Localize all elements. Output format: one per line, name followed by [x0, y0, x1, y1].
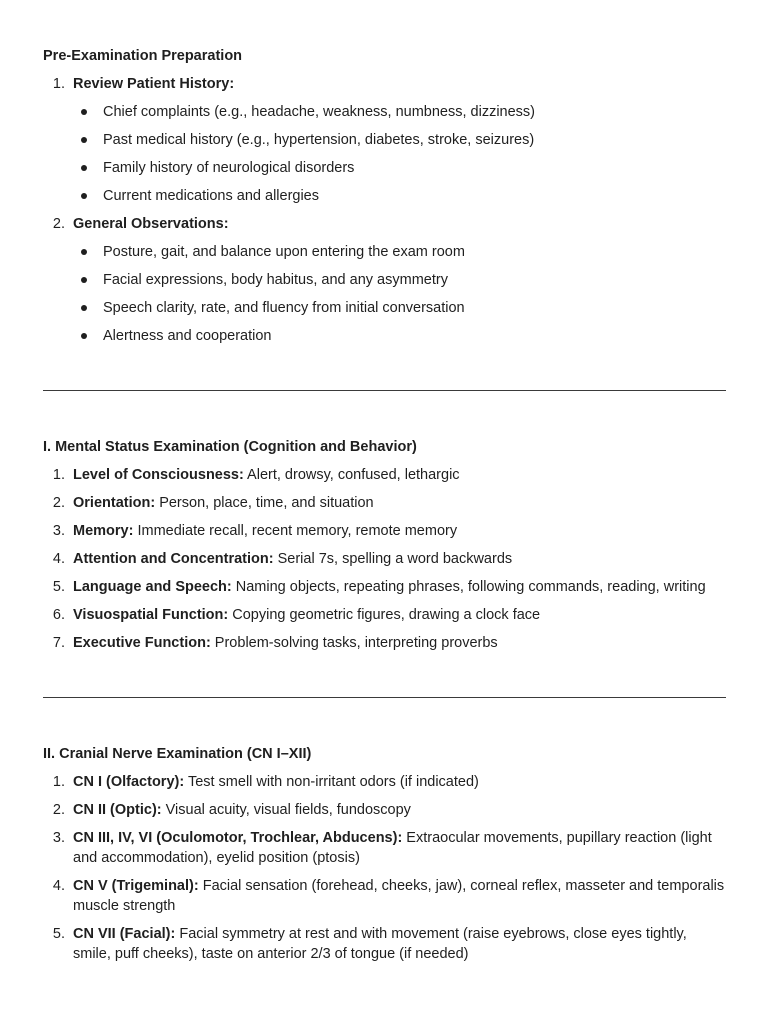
bullet-item: [43, 182, 726, 210]
bullet-item: [43, 98, 726, 126]
item-text: Problem-solving tasks, interpreting proverbs: [210, 635, 498, 651]
item-number: 1.: [52, 774, 65, 790]
list-item: [43, 768, 726, 796]
list-item: [43, 629, 726, 657]
item-label: Attention and Concentration:: [73, 551, 274, 567]
item-number: 7.: [52, 635, 65, 651]
bullet-text: Facial expressions, body habitus, and any asymmetry: [103, 272, 448, 288]
section-title: I. Mental Status Examination (Cognition and Behavior): [43, 439, 417, 455]
item-number: 5.: [52, 579, 65, 595]
item-number: 3.: [52, 523, 65, 539]
item-label: Orientation:: [73, 495, 156, 511]
bullet-item: [43, 294, 726, 322]
numbered-list: [43, 70, 726, 350]
list-item: [43, 920, 726, 968]
bullet-list: [43, 238, 726, 350]
list-item: [43, 70, 726, 98]
list-item: [43, 545, 726, 573]
item-number: 2.: [52, 495, 65, 511]
list-item: [43, 517, 726, 545]
bullet-item: [43, 126, 726, 154]
bullet-icon: [43, 102, 103, 122]
bullet-text: Chief complaints (e.g., headache, weakness, numbness, dizziness): [103, 104, 535, 120]
item-number: 4.: [52, 551, 65, 567]
item-text: Extraocular movements, pupillary reaction (light and accommodation), eyelid position (ptosis): [73, 830, 712, 866]
bullet-icon: [43, 130, 103, 150]
item-text: Naming objects, repeating phrases, following commands, reading, writing: [231, 579, 706, 595]
item-label: CN II (Optic):: [73, 802, 162, 818]
item-label: General Observations:: [73, 216, 229, 232]
item-number: 1.: [52, 76, 65, 92]
bullet-text: Speech clarity, rate, and fluency from initial conversation: [103, 300, 465, 316]
item-number: 5.: [52, 926, 65, 942]
item-text: Serial 7s, spelling a word backwards: [273, 551, 513, 567]
bullet-icon: [43, 242, 103, 262]
bullet-item: [43, 322, 726, 350]
bullet-text: Current medications and allergies: [103, 188, 319, 204]
section-cranial-nerve: [43, 740, 726, 968]
bullet-icon: [43, 270, 103, 290]
item-number: 6.: [52, 607, 65, 623]
numbered-list: [43, 768, 726, 968]
bullet-icon: [43, 326, 103, 346]
item-label: Memory:: [73, 523, 134, 539]
item-label: Executive Function:: [73, 635, 211, 651]
item-number: 2.: [52, 802, 65, 818]
list-item: [43, 573, 726, 601]
list-item: [43, 824, 726, 872]
bullet-item: [43, 154, 726, 182]
item-label: Level of Consciousness:: [73, 467, 244, 483]
item-text: Immediate recall, recent memory, remote memory: [133, 523, 458, 539]
item-label: CN VII (Facial):: [73, 926, 176, 942]
item-text: Copying geometric figures, drawing a clock face: [228, 607, 541, 623]
bullet-item: [43, 238, 726, 266]
list-item: [43, 461, 726, 489]
list-item: [43, 872, 726, 920]
bullet-text: Family history of neurological disorders: [103, 160, 355, 176]
item-label: Review Patient History:: [73, 76, 235, 92]
section-title: II. Cranial Nerve Examination (CN I–XII): [43, 746, 312, 762]
item-number: 3.: [52, 830, 65, 846]
section-mental-status: [43, 433, 726, 657]
item-label: Language and Speech:: [73, 579, 232, 595]
item-text: Visual acuity, visual fields, fundoscopy: [161, 802, 411, 818]
bullet-icon: [43, 158, 103, 178]
list-item: [43, 210, 726, 238]
item-number: 2.: [52, 216, 65, 232]
item-text: Person, place, time, and situation: [155, 495, 374, 511]
list-item: [43, 601, 726, 629]
item-text: Facial symmetry at rest and with movement (raise eyebrows, close eyes tightly, smile, puff cheeks), taste on anterior 2/3 of tongue (if needed): [73, 926, 687, 962]
item-text: Facial sensation (forehead, cheeks, jaw), corneal reflex, masseter and temporalis muscle strength: [73, 878, 725, 914]
numbered-list: [43, 461, 726, 657]
item-number: 4.: [52, 878, 65, 894]
item-text: Test smell with non-irritant odors (if indicated): [184, 774, 479, 790]
section-title: Pre-Examination Preparation: [43, 48, 243, 64]
section-pre-examination: [43, 42, 726, 350]
item-label: CN III, IV, VI (Oculomotor, Trochlear, Abducens):: [73, 830, 403, 846]
item-label: CN I (Olfactory):: [73, 774, 185, 790]
bullet-list: [43, 98, 726, 210]
list-item: [43, 489, 726, 517]
bullet-icon: [43, 186, 103, 206]
bullet-text: Past medical history (e.g., hypertension, diabetes, stroke, seizures): [103, 132, 535, 148]
bullet-item: [43, 266, 726, 294]
list-item: [43, 796, 726, 824]
item-label: Visuospatial Function:: [73, 607, 229, 623]
item-text: Alert, drowsy, confused, lethargic: [243, 467, 460, 483]
bullet-text: Alertness and cooperation: [103, 328, 272, 344]
document-body: [43, 42, 726, 968]
bullet-icon: [43, 298, 103, 318]
item-number: 1.: [52, 467, 65, 483]
item-label: CN V (Trigeminal):: [73, 878, 199, 894]
bullet-text: Posture, gait, and balance upon entering the exam room: [103, 244, 465, 260]
